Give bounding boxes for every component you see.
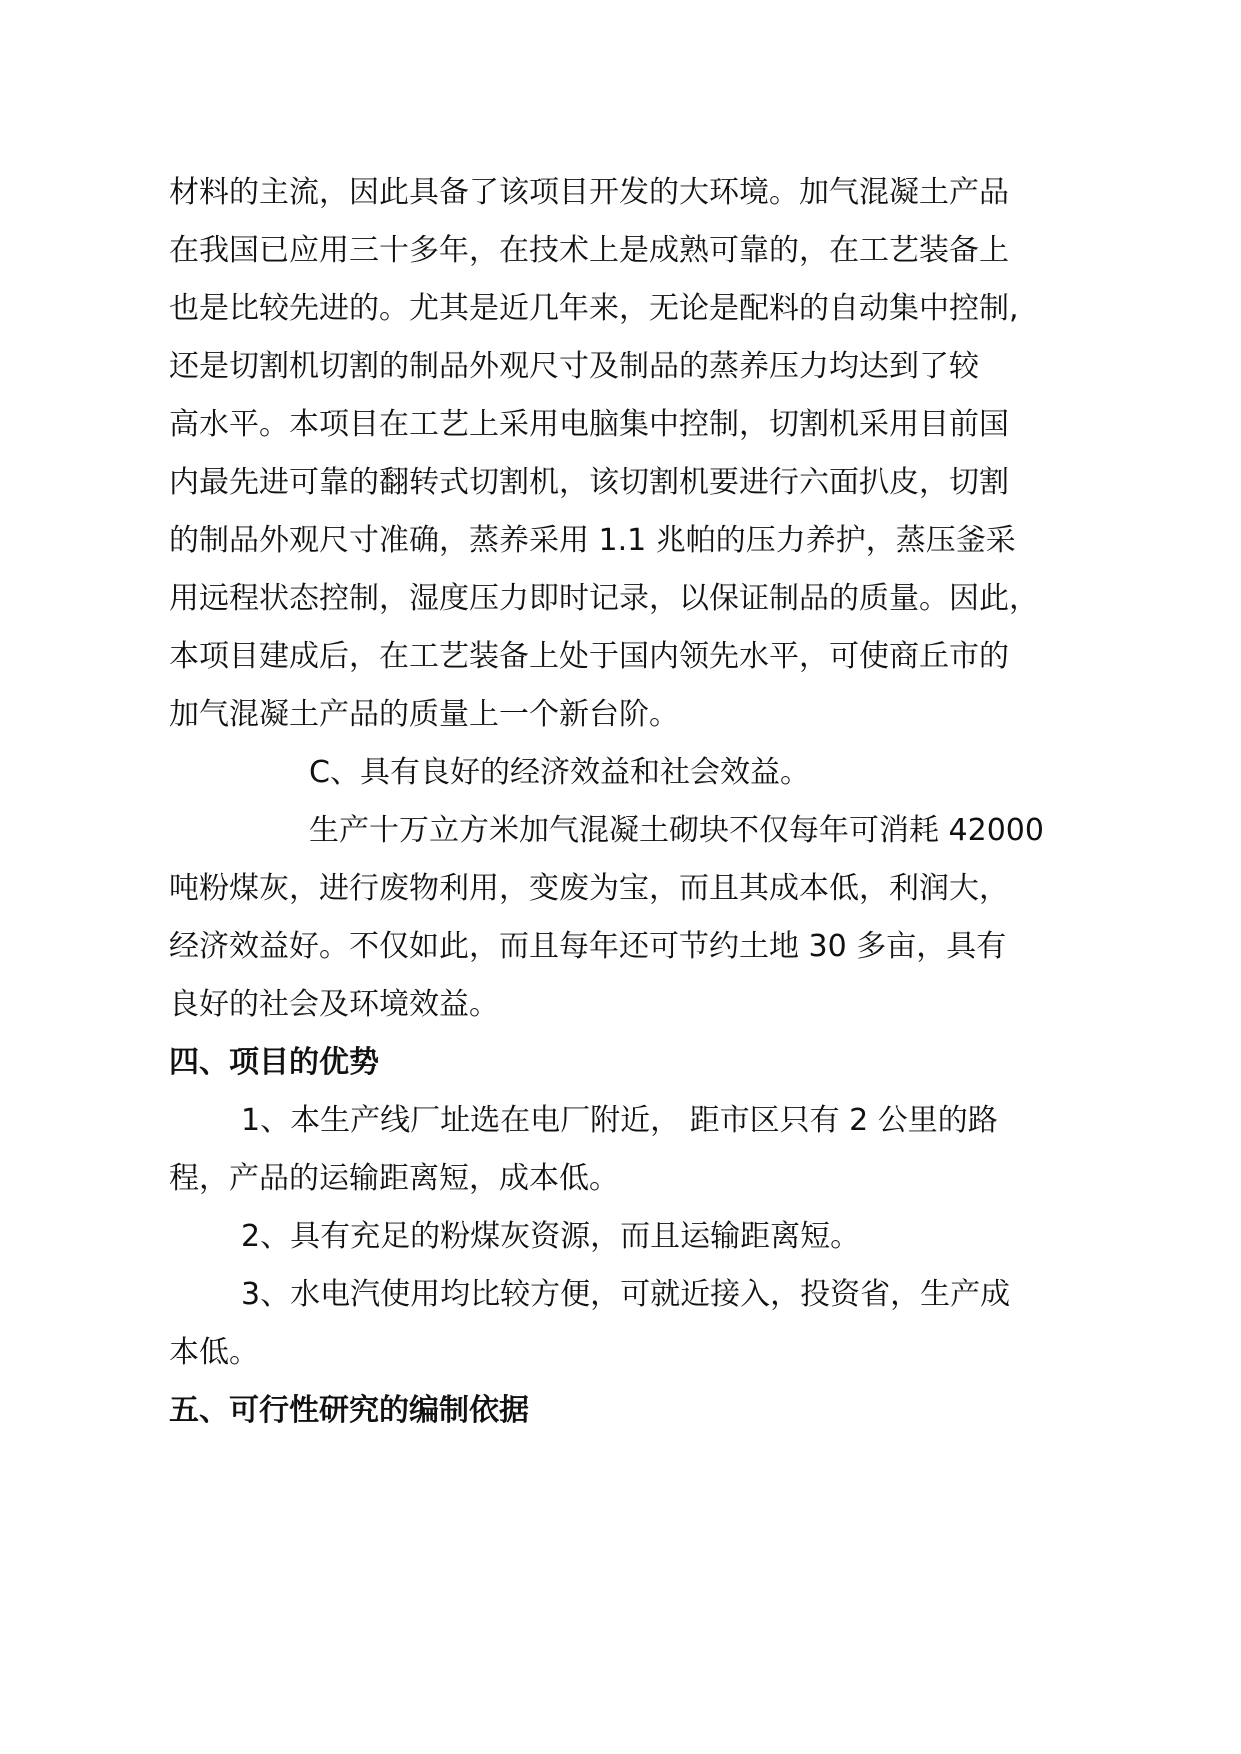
body-text-line: 吨粉煤灰，进行废物利用，变废为宝，而且其成本低，利润大， — [169, 871, 1009, 906]
section-heading: 四、项目的优势 — [169, 1045, 379, 1080]
list-item: 1、本生产线厂址选在电厂附近， 距市区只有 2 公里的路 — [241, 1103, 998, 1138]
body-text-line: 内最先进可靠的翻转式切割机，该切割机要进行六面扒皮，切割 — [169, 465, 1009, 500]
body-text-line: 还是切割机切割的制品外观尺寸及制品的蒸养压力均达到了较 — [169, 349, 979, 384]
body-text-line: 本项目建成后，在工艺装备上处于国内领先水平，可使商丘市的 — [169, 639, 1009, 674]
body-text-line: 材料的主流，因此具备了该项目开发的大环境。加气混凝土产品 — [169, 175, 1009, 210]
body-text-line: 生产十万立方米加气混凝土砌块不仅每年可消耗 42000 — [309, 813, 1044, 848]
body-text-line: 的制品外观尺寸准确，蒸养采用 1.1 兆帕的压力养护，蒸压釜采 — [169, 523, 1016, 558]
body-text-line: 良好的社会及环境效益。 — [169, 987, 499, 1022]
section-heading: 五、可行性研究的编制依据 — [169, 1393, 529, 1428]
list-item-continuation: 本低。 — [169, 1335, 259, 1370]
item-c-title: C、具有良好的经济效益和社会效益。 — [309, 755, 810, 790]
body-text-line: 高水平。本项目在工艺上采用电脑集中控制，切割机采用目前国 — [169, 407, 1009, 442]
body-text-line: 经济效益好。不仅如此，而且每年还可节约土地 30 多亩，具有 — [169, 929, 1007, 964]
list-item: 3、水电汽使用均比较方便，可就近接入，投资省，生产成 — [241, 1277, 1011, 1312]
body-text-line: 用远程状态控制，湿度压力即时记录，以保证制品的质量。因此， — [169, 581, 1039, 616]
body-text-line: 加气混凝土产品的质量上一个新台阶。 — [169, 697, 679, 732]
body-text-line: 也是比较先进的。尤其是近几年来，无论是配料的自动集中控制, — [169, 291, 1019, 326]
list-item-continuation: 程，产品的运输距离短，成本低。 — [169, 1161, 619, 1196]
body-text-line: 在我国已应用三十多年，在技术上是成熟可靠的，在工艺装备上 — [169, 233, 1009, 268]
list-item: 2、具有充足的粉煤灰资源，而且运输距离短。 — [241, 1219, 861, 1254]
